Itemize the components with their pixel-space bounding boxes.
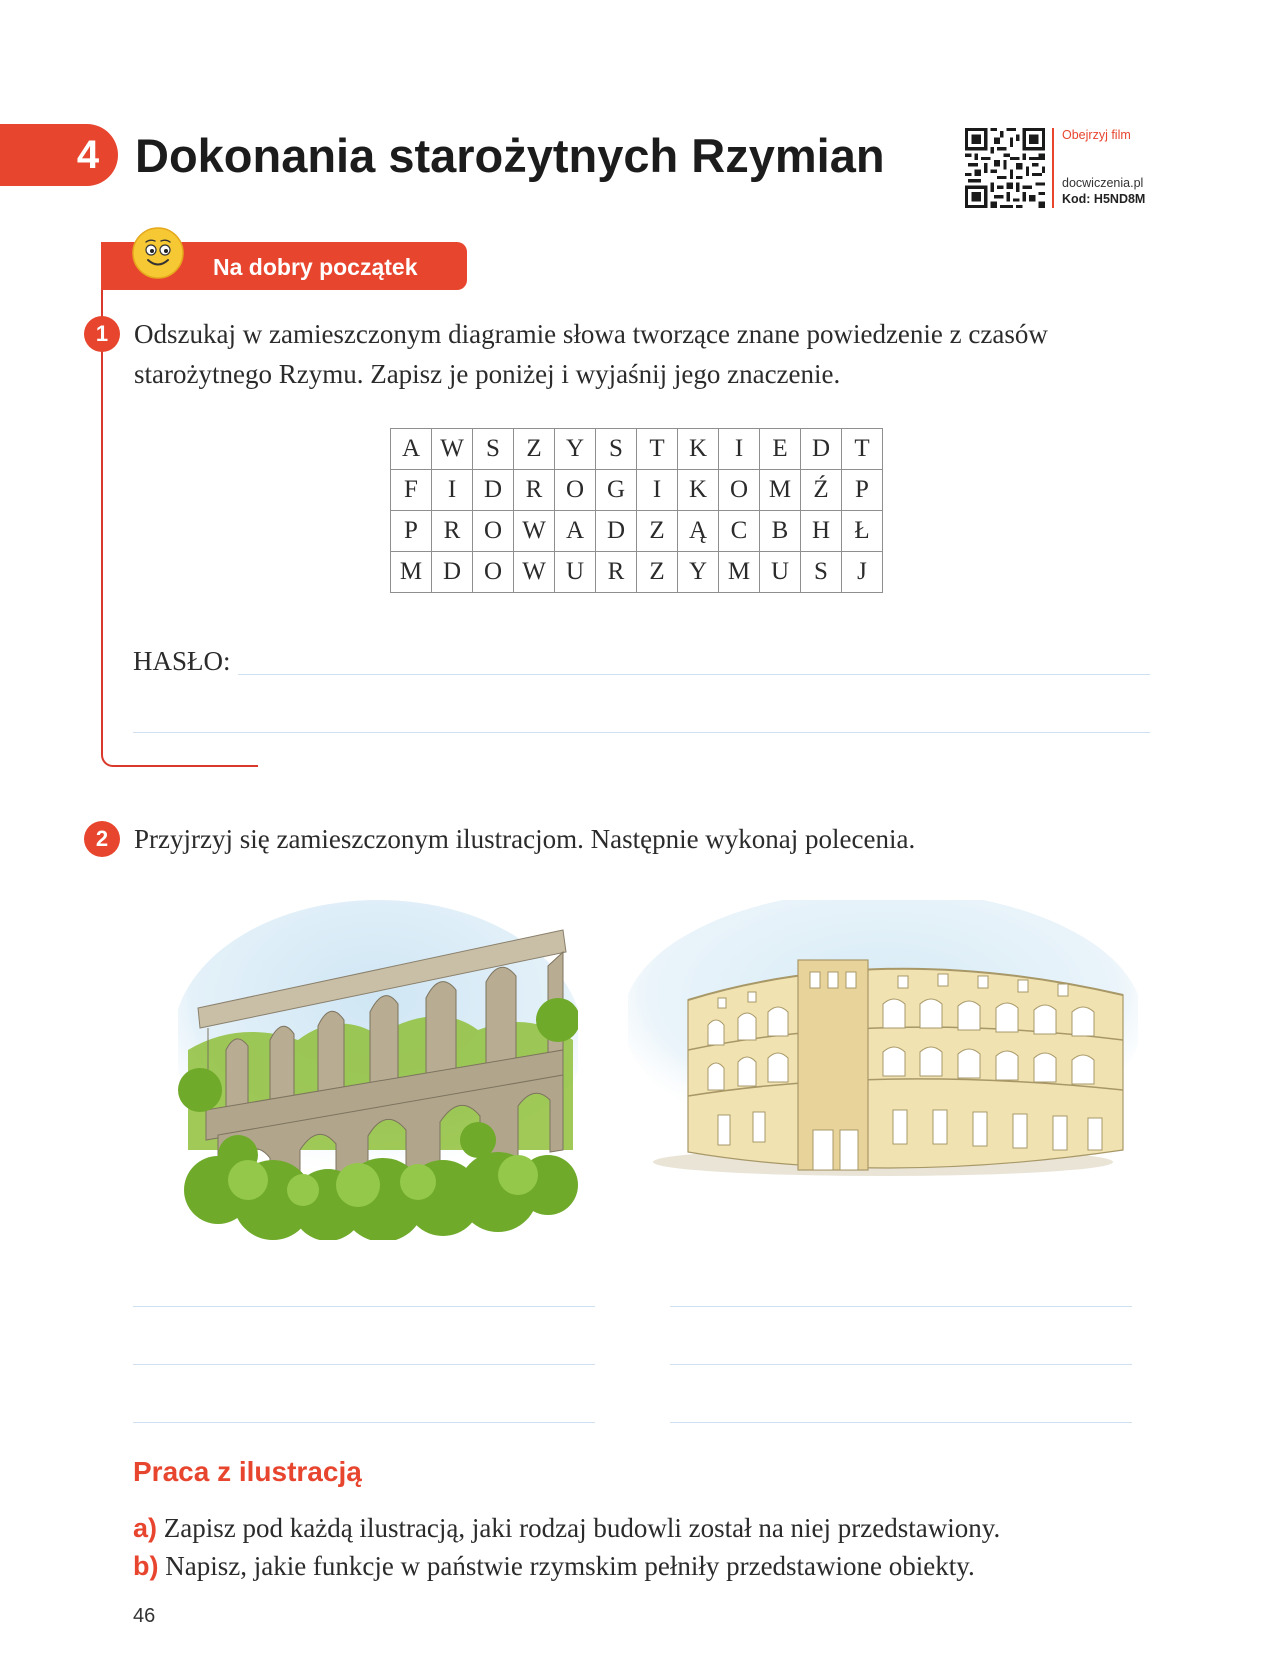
letter-grid-row: [391, 552, 883, 593]
letter-grid-cell: R: [432, 511, 473, 552]
letter-grid-cell: D: [473, 470, 514, 511]
answer-line[interactable]: [133, 1306, 595, 1307]
letter-grid-cell: R: [596, 552, 637, 593]
task-a: [133, 1508, 1000, 1548]
work-with-illustration-heading: Praca z ilustracją: [133, 1456, 362, 1487]
page-number: 46: [133, 1605, 156, 1627]
answer-line[interactable]: [238, 674, 1150, 675]
amphitheatre-illustration: [628, 900, 1138, 1190]
task-b-letter: b): [133, 1551, 159, 1581]
letter-grid-row: [391, 470, 883, 511]
task-a-text: Zapisz pod każdą ilustracją, jaki rodzaj budowli został na niej przedstawiony.: [163, 1513, 1001, 1543]
exercise-1-number: 1: [84, 316, 120, 352]
letter-grid-cell: K: [678, 429, 719, 470]
letter-grid-cell: K: [678, 470, 719, 511]
answer-line[interactable]: [670, 1364, 1132, 1365]
qr-site-text: docwiczenia.pl: [1062, 176, 1144, 190]
page-title: Dokonania starożytnych Rzymian: [135, 129, 885, 182]
letter-grid-cell: D: [432, 552, 473, 593]
letter-grid-cell: R: [514, 470, 555, 511]
aqueduct-illustration: [178, 900, 578, 1240]
qr-divider: [1052, 128, 1054, 208]
letter-grid-cell: Z: [514, 429, 555, 470]
answer-line[interactable]: [670, 1422, 1132, 1423]
answer-line[interactable]: [133, 732, 1150, 733]
letter-grid-cell: S: [473, 429, 514, 470]
qr-code-icon[interactable]: [965, 128, 1045, 208]
letter-grid-cell: O: [473, 552, 514, 593]
letter-grid-cell: O: [719, 470, 760, 511]
letter-grid-cell: O: [555, 470, 596, 511]
letter-grid-cell: I: [719, 429, 760, 470]
letter-grid-cell: F: [391, 470, 432, 511]
smiley-icon: [131, 226, 185, 280]
letter-grid-cell: Z: [637, 552, 678, 593]
letter-grid-cell: M: [719, 552, 760, 593]
letter-grid-cell: S: [596, 429, 637, 470]
section-label: Na dobry początek: [213, 254, 418, 280]
letter-grid-cell: W: [514, 552, 555, 593]
letter-grid-cell: D: [596, 511, 637, 552]
task-b: [133, 1546, 975, 1586]
letter-grid-cell: P: [391, 511, 432, 552]
letter-grid-cell: Ą: [678, 511, 719, 552]
letter-grid-cell: J: [842, 552, 883, 593]
answer-line[interactable]: [670, 1306, 1132, 1307]
letter-grid-cell: Ź: [801, 470, 842, 511]
chapter-number: 4: [76, 133, 100, 177]
qr-watch-film-link[interactable]: Obejrzyj film: [1062, 128, 1131, 142]
letter-grid-cell: T: [637, 429, 678, 470]
letter-grid-cell: O: [473, 511, 514, 552]
letter-grid-cell: Z: [637, 511, 678, 552]
letter-grid-cell: M: [760, 470, 801, 511]
letter-grid-row: [391, 429, 883, 470]
letter-grid-cell: U: [760, 552, 801, 593]
letter-grid-cell: E: [760, 429, 801, 470]
letter-grid-row: [391, 511, 883, 552]
letter-grid-cell: S: [801, 552, 842, 593]
exercise-2-number: 2: [84, 821, 120, 857]
exercise-1-instruction-line-1: Odszukaj w zamieszczonym diagramie słowa tworzące znane powiedzenie z czasów: [134, 319, 1048, 349]
letter-grid-cell: Y: [678, 552, 719, 593]
letter-grid-cell: A: [391, 429, 432, 470]
letter-grid-cell: C: [719, 511, 760, 552]
letter-grid-cell: W: [432, 429, 473, 470]
letter-grid-cell: B: [760, 511, 801, 552]
answer-line[interactable]: [133, 1364, 595, 1365]
letter-grid-cell: W: [514, 511, 555, 552]
letter-grid-cell: D: [801, 429, 842, 470]
task-a-letter: a): [133, 1513, 158, 1543]
letter-grid-cell: G: [596, 470, 637, 511]
password-label: HASŁO:: [133, 646, 231, 676]
letter-grid-cell: Y: [555, 429, 596, 470]
letter-grid-cell: M: [391, 552, 432, 593]
letter-grid-cell: Ł: [842, 511, 883, 552]
letter-grid-cell: A: [555, 511, 596, 552]
letter-grid: [390, 428, 883, 593]
letter-grid-cell: T: [842, 429, 883, 470]
letter-grid-cell: I: [637, 470, 678, 511]
letter-grid-cell: P: [842, 470, 883, 511]
letter-grid-cell: H: [801, 511, 842, 552]
task-b-text: Napisz, jakie funkcje w państwie rzymskim pełniły przedstawione obiekty.: [165, 1551, 975, 1581]
exercise-2-instruction: Przyjrzyj się zamieszczonym ilustracjom. Następnie wykonaj polecenia.: [134, 824, 916, 854]
exercise-1-instruction-line-2: starożytnego Rzymu. Zapisz je poniżej i wyjaśnij jego znaczenie.: [134, 359, 841, 389]
qr-access-code: Kod: H5ND8M: [1062, 192, 1146, 206]
letter-grid-cell: I: [432, 470, 473, 511]
letter-grid-cell: U: [555, 552, 596, 593]
answer-line[interactable]: [133, 1422, 595, 1423]
